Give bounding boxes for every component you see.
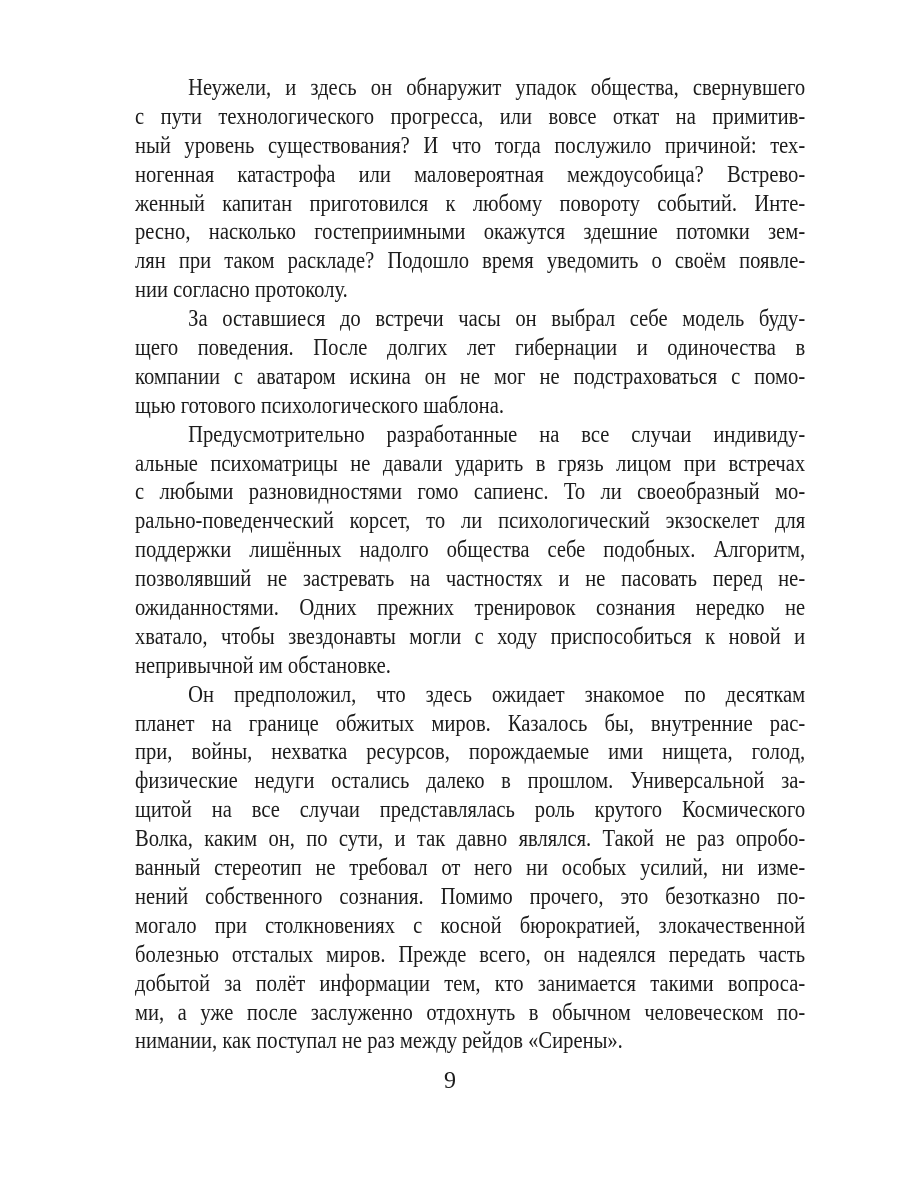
text-line: с пути технологического прогресса, или вовсе откат на примитив- xyxy=(135,103,806,130)
text-line: Он предположил, что здесь ожидает знакомое по десяткам xyxy=(188,681,806,708)
text-line: нений собственного сознания. Помимо прочего, это безотказно по- xyxy=(135,883,806,910)
text-line: нимании, как поступал не раз между рейдов «Сирены». xyxy=(135,1028,623,1055)
text-line: компании с аватаром искина он не мог не подстраховаться с помо- xyxy=(135,363,806,390)
text-line: рально-поведенческий корсет, то ли психологический экзоскелет для xyxy=(135,508,806,535)
text-line: при, войны, нехватка ресурсов, порождаемые ими нищета, голод, xyxy=(135,739,806,766)
paragraph xyxy=(135,681,805,1057)
text-line: лян при таком раскладе? Подошло время уведомить о своём появле- xyxy=(135,248,806,275)
text-line: ресно, насколько гостеприимными окажутся здешние потомки зем- xyxy=(135,219,806,246)
paragraph xyxy=(135,305,805,421)
paragraph xyxy=(135,421,805,681)
text-line: альные психоматрицы не давали ударить в грязь лицом при встречах xyxy=(135,450,806,477)
text-line: Неужели, и здесь он обнаружит упадок общества, свернувшего xyxy=(188,75,806,101)
text-line: Волка, каким он, по сути, и так давно являлся. Такой не раз опробо- xyxy=(135,826,806,853)
text-line: нии согласно протоколу. xyxy=(135,277,348,304)
text-line: ожиданностями. Одних прежних тренировок сознания нередко не xyxy=(135,595,806,622)
page-number: 9 xyxy=(444,1068,456,1094)
text-line: ми, а уже после заслуженно отдохнуть в обычном человеческом по- xyxy=(135,999,806,1026)
text-line: женный капитан приготовился к любому повороту событий. Инте- xyxy=(135,190,806,217)
text-line: непривычной им обстановке. xyxy=(135,652,391,679)
text-line: планет на границе обжитых миров. Казалось бы, внутренние рас- xyxy=(135,710,806,737)
text-line: щего поведения. После долгих лет гибернации и одиночества в xyxy=(135,335,806,362)
text-line: Предусмотрительно разработанные на все случаи индивиду- xyxy=(188,421,806,448)
text-line: позволявший не застревать на частностях и не пасовать перед не- xyxy=(135,566,806,593)
text-line: могало при столкновениях с косной бюрократией, злокачественной xyxy=(135,912,806,939)
text-line: поддержки лишённых надолго общества себе подобных. Алгоритм, xyxy=(135,537,806,564)
text-line: щью готового психологического шаблона. xyxy=(135,392,504,419)
text-line: ный уровень существования? И что тогда послужило причиной: тех- xyxy=(135,132,806,159)
text-line: ногенная катастрофа или маловероятная междоусобица? Встрево- xyxy=(135,161,806,188)
text-line: щитой на все случаи представлялась роль крутого Космического xyxy=(135,797,806,824)
text-line: с любыми разновидностями гомо сапиенс. То ли своеобразный мо- xyxy=(135,479,806,506)
text-line: болезнью отсталых миров. Прежде всего, он надеялся передать часть xyxy=(135,941,806,968)
page-body xyxy=(135,74,805,1056)
text-line: За оставшиеся до встречи часы он выбрал себе модель буду- xyxy=(188,306,806,333)
text-line: физические недуги остались далеко в прошлом. Универсальной за- xyxy=(135,768,806,795)
text-line: ванный стереотип не требовал от него ни особых усилий, ни изме- xyxy=(135,855,806,882)
paragraph xyxy=(135,74,805,305)
text-line: добытой за полёт информации тем, кто занимается такими вопроса- xyxy=(135,970,806,997)
text-line: хватало, чтобы звездонавты могли с ходу приспособиться к новой и xyxy=(135,623,806,650)
